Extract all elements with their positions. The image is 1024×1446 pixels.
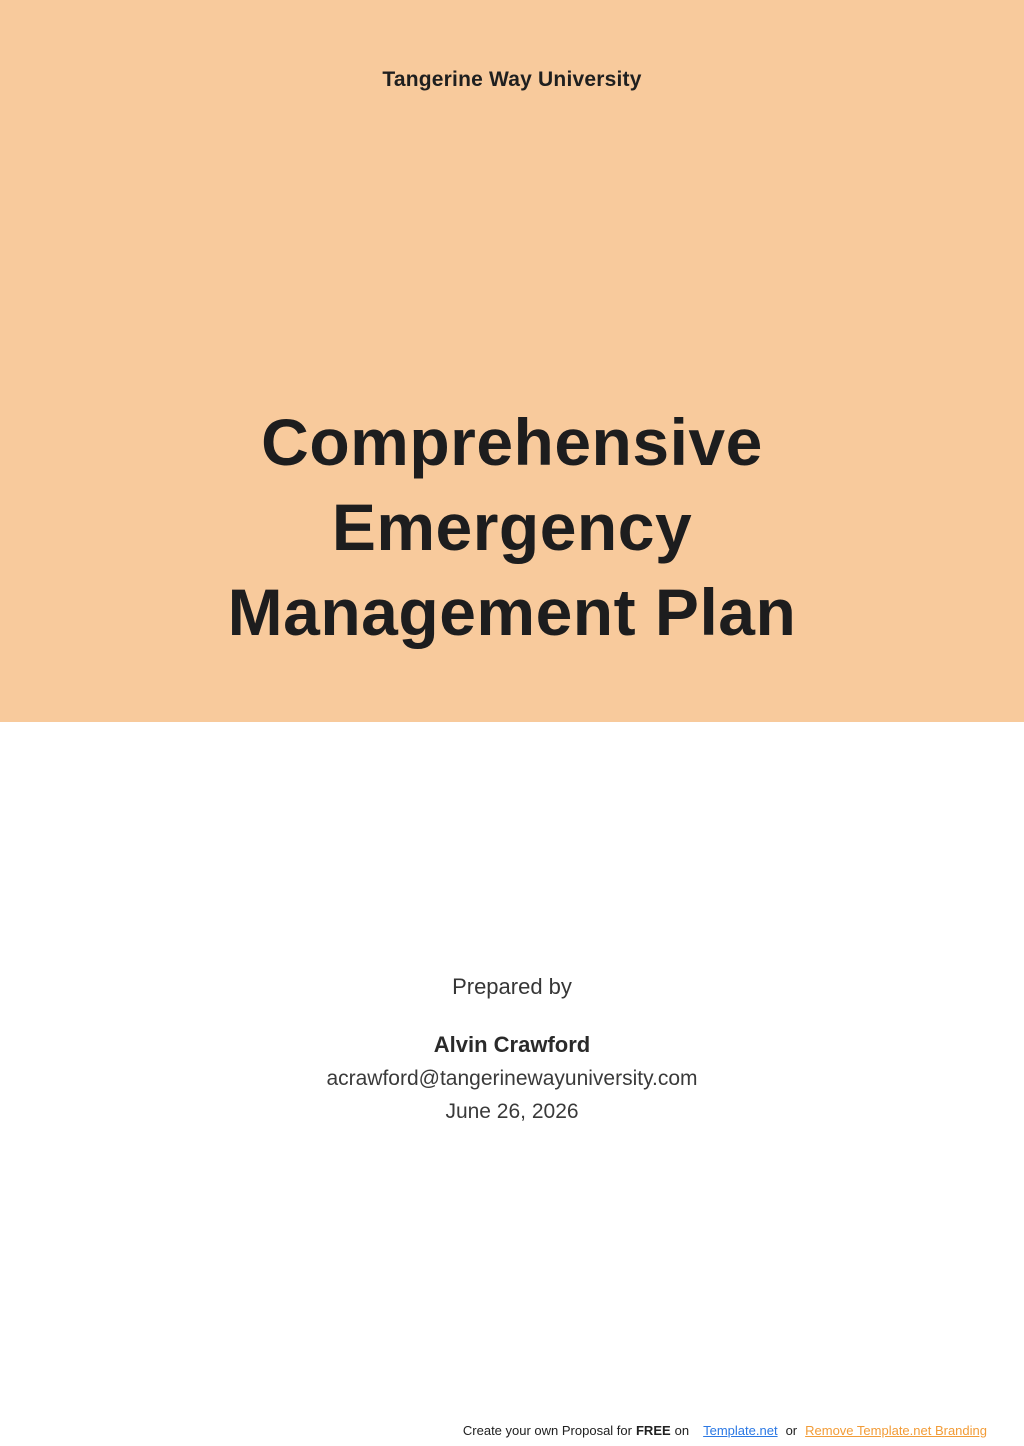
footer-on-label: on [674,1423,690,1438]
prepared-by-section [0,722,1024,1127]
footer-text-prefix: Create your own Proposal for [462,1423,632,1438]
document-title-line-2: Emergency [331,490,693,564]
organization-name: Tangerine Way University [382,68,642,91]
document-title-line-3: Management Plan [227,575,797,649]
cover-hero-banner [0,0,1024,722]
document-title-line-1: Comprehensive [261,405,763,479]
author-name: Alvin Crawford [433,1032,591,1057]
document-date: June 26, 2026 [445,1100,579,1123]
footer-or-label: or [785,1423,798,1438]
template-branding-footer [463,1423,987,1438]
footer-free-label: FREE [635,1423,671,1438]
prepared-by-label: Prepared by [452,974,572,999]
document-title [0,400,1024,655]
remove-branding-link[interactable]: Remove Template.net Branding [805,1423,987,1438]
author-email: acrawford@tangerinewayuniversity.com [326,1067,698,1090]
template-net-link[interactable]: Template.net [703,1423,778,1438]
